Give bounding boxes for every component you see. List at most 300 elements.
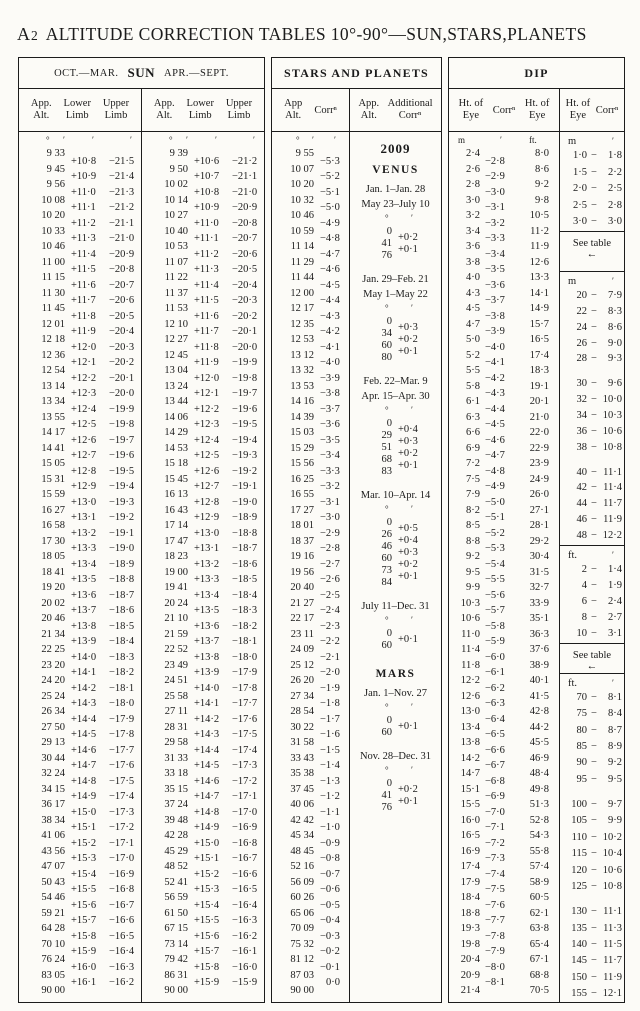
star-correction-value: −3·6 xyxy=(320,419,340,431)
eye-height-m-value: 17·4 xyxy=(460,861,480,872)
apparent-altitude-value: 11 00 xyxy=(41,256,65,268)
stars-planets-label: STARS AND PLANETS xyxy=(284,65,429,80)
star-correction-value: −2·5 xyxy=(320,589,340,601)
eye-height-ft-value: 19·1 xyxy=(529,380,549,392)
apparent-altitude-value: 10 20 xyxy=(290,179,314,190)
lower-limb-correction: +13·5 xyxy=(71,574,97,586)
minus-sign: − xyxy=(591,216,597,227)
eye-height-value: 42 xyxy=(576,482,587,494)
upper-limb-correction: −16·5 xyxy=(109,930,135,942)
correction-mini-table xyxy=(350,418,441,482)
date-range-label: May 23–July 10 xyxy=(361,199,430,210)
lower-limb-correction: +11·9 xyxy=(194,357,219,369)
eye-height-ft-value: 67·1 xyxy=(529,954,549,965)
correction-header: Corrⁿ xyxy=(314,104,337,116)
eye-height-m-value: 2·8 xyxy=(466,179,480,190)
dip-shortcut-table xyxy=(560,674,624,1004)
altitude-breakpoint-value: 0 xyxy=(386,316,392,327)
apparent-altitude-value: 19 41 xyxy=(164,582,188,593)
apparent-altitude-value: 30 44 xyxy=(41,752,65,764)
lower-limb-correction: +13·8 xyxy=(71,620,97,632)
eye-height-m-value: 19·8 xyxy=(460,938,480,950)
star-correction-value: −4·9 xyxy=(320,217,340,229)
sun-correction-table xyxy=(18,57,265,1003)
apparent-altitude-value: 16 25 xyxy=(290,473,314,485)
minus-sign: − xyxy=(591,150,597,161)
eye-height-m-value: 7·2 xyxy=(466,458,480,469)
eye-height-ft-value: 44·2 xyxy=(529,721,549,733)
dip-correction-value: 10·6 xyxy=(602,864,622,876)
star-correction-value: −1·3 xyxy=(320,775,340,787)
correction-mini-table xyxy=(350,628,441,656)
star-correction-value: −4·6 xyxy=(320,264,340,276)
dip-correction-value: −5·0 xyxy=(485,496,505,508)
eye-height-ft-value: 22·0 xyxy=(529,427,549,438)
ht-of-label: Ht. of xyxy=(458,97,484,109)
eye-height-m-value: 6·9 xyxy=(466,442,480,454)
altitude-breakpoint-value: 84 xyxy=(381,577,392,588)
upper-limb-correction: −20·3 xyxy=(109,341,135,353)
apparent-altitude-value: 9 45 xyxy=(46,163,65,175)
eye-height-ft-value: 37·6 xyxy=(529,644,549,655)
sun-column-headers xyxy=(19,89,264,132)
dip-correction-value: −7·4 xyxy=(485,868,505,880)
eye-height-ft-value: 33·9 xyxy=(529,597,549,609)
lower-limb-correction: +15·6 xyxy=(194,930,220,942)
lower-limb-correction: +15·2 xyxy=(194,868,220,880)
eye-height-ft-value: 42·8 xyxy=(529,706,549,717)
eye-height-ft-value: 27·1 xyxy=(529,504,549,516)
lower-limb-correction: +14·1 xyxy=(194,698,220,710)
eye-height-value: 105 xyxy=(571,815,587,827)
eye-height-ft-value: 22·9 xyxy=(529,442,549,454)
unit-mark: ° xyxy=(385,765,389,775)
apparent-altitude-value: 15 56 xyxy=(290,458,314,469)
upper-limb-correction: −16·8 xyxy=(232,837,258,849)
lower-limb-correction: +14·0 xyxy=(194,682,220,694)
additional-correction-value: +0·1 xyxy=(398,634,418,645)
unit-label: m xyxy=(568,276,577,287)
eye-height-m-value: 9·2 xyxy=(466,551,480,562)
units-row xyxy=(350,213,441,225)
dip-correction-value: 11·9 xyxy=(603,514,622,526)
apparent-altitude-value: 15 05 xyxy=(41,458,65,469)
apparent-altitude-value: 48 45 xyxy=(290,845,314,857)
apparent-altitude-value: 14 39 xyxy=(290,411,314,423)
eye-height-ft-value: 9·2 xyxy=(535,179,549,190)
eye-height-m-value: 3·4 xyxy=(466,225,480,237)
eye-height-ft-value: 30·4 xyxy=(529,551,549,562)
dip-correction-value: 10·6 xyxy=(602,425,622,437)
upper-limb-correction: −17·7 xyxy=(109,744,135,756)
eye-height-m-value: 3·6 xyxy=(466,241,480,252)
unit-label: m xyxy=(568,136,577,147)
unit-mark: ° xyxy=(46,135,50,145)
dip-correction-value: 2·7 xyxy=(608,612,622,623)
altitude-breakpoint-value: 41 xyxy=(381,790,392,801)
altitude-breakpoint-value: 76 xyxy=(381,250,392,261)
alt-label: Alt. xyxy=(285,110,302,121)
lower-limb-correction: +13·2 xyxy=(194,558,220,570)
apparent-altitude-value: 14 41 xyxy=(41,442,65,454)
lower-limb-correction: +11·7 xyxy=(194,326,219,338)
apparent-altitude-value: 9 55 xyxy=(295,148,314,159)
apparent-altitude-value: 23 11 xyxy=(290,628,314,640)
star-correction-value: −0·1 xyxy=(320,961,340,973)
apparent-altitude-value: 18 37 xyxy=(290,535,314,547)
lower-limb-correction: +14·7 xyxy=(71,760,97,772)
apparent-altitude-value: 20 40 xyxy=(290,582,314,593)
eye-height-ft-value: 46·9 xyxy=(529,752,549,764)
apparent-altitude-value: 70 09 xyxy=(290,923,314,934)
ht-of-label: Ht. of xyxy=(565,97,591,109)
apparent-altitude-value: 10 02 xyxy=(164,179,188,190)
upper-limb-correction: −16·3 xyxy=(232,915,258,927)
lower-limb-correction: +15·6 xyxy=(71,899,97,911)
star-correction-value: −1·9 xyxy=(320,682,340,694)
altitude-breakpoint-value: 60 xyxy=(381,727,392,738)
apparent-altitude-value: 16 43 xyxy=(164,504,188,516)
upper-limb-correction: −20·0 xyxy=(109,388,135,400)
star-correction-value: −2·7 xyxy=(320,558,340,570)
sun-table-header xyxy=(19,58,264,89)
dip-correction-value: −4·3 xyxy=(485,388,505,400)
lower-limb-correction: +12·7 xyxy=(71,450,97,462)
dip-correction-value: −4·0 xyxy=(485,341,505,353)
date-range-section xyxy=(350,488,441,593)
date-range-label: Apr. 15–Apr. 30 xyxy=(361,391,430,402)
dip-correction-value: 10·3 xyxy=(602,410,622,421)
upper-limb-correction: −17·6 xyxy=(109,760,135,772)
eye-height-m-value: 16·9 xyxy=(460,845,480,857)
eye-height-m-value: 16·0 xyxy=(460,814,480,826)
unit-mark: ° xyxy=(385,504,389,514)
lower-limb-correction: +15·4 xyxy=(194,899,220,911)
eye-height-ft-value: 13·3 xyxy=(529,272,549,283)
dip-correction-value: −7·9 xyxy=(485,946,505,958)
stars-column-headers xyxy=(272,89,441,132)
eye-height-value: 135 xyxy=(571,922,587,934)
lower-limb-correction: +14·6 xyxy=(71,744,97,756)
upper-limb-correction: −19·4 xyxy=(232,434,258,446)
dip-correction-value: 9·6 xyxy=(608,378,622,390)
minus-sign: − xyxy=(591,692,597,703)
upper-limb-correction: −16·1 xyxy=(232,946,258,958)
sun-oct-mar-subheader xyxy=(19,89,141,131)
minus-sign: − xyxy=(591,971,597,983)
eye-height-value: 100 xyxy=(571,799,587,811)
dip-correction-value: −5·9 xyxy=(485,636,505,648)
upper-limb-correction: −19·5 xyxy=(232,419,258,431)
apparent-altitude-value: 17 27 xyxy=(290,504,314,516)
upper-limb-correction: −17·9 xyxy=(109,713,135,725)
star-correction-value: −4·4 xyxy=(320,295,340,307)
eye-height-ft-value: 40·1 xyxy=(529,675,549,686)
eye-height-value: 90 xyxy=(576,757,587,769)
eye-height-value: 70 xyxy=(576,692,587,703)
star-correction-value: −1·0 xyxy=(320,822,340,834)
star-correction-value: −0·7 xyxy=(320,868,340,880)
altitude-breakpoint-value: 60 xyxy=(381,340,392,351)
additional-correction-value: +0·1 xyxy=(398,460,418,471)
eye-height-ft-value: 54·3 xyxy=(529,830,549,841)
upper-limb-correction: −17·3 xyxy=(232,760,258,772)
dip-correction-value: 8·4 xyxy=(608,708,622,720)
apparent-altitude-value: 12 35 xyxy=(290,318,314,330)
apparent-altitude-value: 18 01 xyxy=(290,520,314,531)
dip-correction-value: 8·6 xyxy=(608,321,622,333)
star-correction-value: −4·1 xyxy=(320,341,340,353)
upper-limb-correction: −18·6 xyxy=(109,605,135,617)
apparent-altitude-value: 21 59 xyxy=(164,628,188,640)
eye-height-m-value: 13·8 xyxy=(460,737,480,748)
apparent-altitude-value: 11 45 xyxy=(41,303,65,314)
eye-height-ft-value: 28·1 xyxy=(529,520,549,531)
lower-limb-correction: +13·8 xyxy=(194,651,220,663)
minus-sign: − xyxy=(591,628,597,639)
lower-limb-correction: +11·1 xyxy=(71,202,96,214)
dip-correction-value: −6·1 xyxy=(485,667,505,679)
dip-correction-value: −8·1 xyxy=(485,977,505,989)
eye-height-m-value: 5·5 xyxy=(466,365,480,376)
upper-limb-correction: −21·0 xyxy=(109,233,135,245)
upper-limb-correction: −19·1 xyxy=(109,527,135,539)
units-row xyxy=(350,504,441,516)
limb-label: Limb xyxy=(188,110,212,121)
minus-sign: − xyxy=(591,410,597,421)
upper-limb-correction: −20·0 xyxy=(232,341,258,353)
apparent-altitude-value: 35 38 xyxy=(290,768,314,779)
unit-label: ft. xyxy=(568,678,578,689)
unit-mark: ′ xyxy=(411,213,413,223)
apparent-altitude-value: 86 31 xyxy=(164,969,188,981)
eye-height-value: 8 xyxy=(581,612,587,623)
upper-limb-correction: −19·6 xyxy=(109,450,135,462)
apparent-altitude-value: 14 06 xyxy=(164,411,188,423)
unit-mark: ′ xyxy=(63,135,65,145)
eye-height-ft-value: 49·8 xyxy=(529,783,549,795)
unit-mark: ′ xyxy=(186,135,188,145)
apparent-altitude-value: 12 10 xyxy=(164,318,188,330)
star-correction-value: −0·4 xyxy=(320,915,340,927)
dip-correction-value: −5·3 xyxy=(485,543,505,555)
eye-height-ft-value: 10·5 xyxy=(529,210,549,221)
upper-limb-correction: −17·2 xyxy=(109,822,135,834)
star-correction-value: −1·1 xyxy=(320,806,340,818)
eye-height-m-value: 8·8 xyxy=(466,535,480,547)
lower-limb-correction: +11·5 xyxy=(71,264,96,276)
upper-limb-correction: −17·8 xyxy=(232,682,258,694)
app-label: App. xyxy=(358,97,380,109)
additional-correction-value: +0·1 xyxy=(398,721,418,732)
lower-limb-correction: +12·0 xyxy=(71,341,97,353)
eye-height-value: 10 xyxy=(576,628,587,639)
lower-limb-correction: +11·9 xyxy=(71,326,96,338)
sun-label: SUN xyxy=(127,65,155,80)
eye-height-value: 30 xyxy=(576,378,587,390)
star-correction-value: −3·9 xyxy=(320,372,340,384)
dip-correction-value: 10·0 xyxy=(602,394,622,406)
unit-mark: ′ xyxy=(612,136,614,146)
upper-limb-correction: −17·0 xyxy=(232,806,258,818)
eye-height-ft-value: 58·9 xyxy=(529,876,549,888)
lower-limb-correction: +13·4 xyxy=(71,558,97,570)
apparent-altitude-value: 26 20 xyxy=(290,675,314,686)
upper-limb-correction: −20·2 xyxy=(232,310,258,322)
eye-height-ft-value: 23·9 xyxy=(529,458,549,469)
eye-height-ft-value: 9·8 xyxy=(535,194,549,206)
apparent-altitude-value: 12 17 xyxy=(290,303,314,314)
lower-limb-correction: +16·0 xyxy=(71,961,97,973)
dip-correction-value: 1·8 xyxy=(608,150,622,161)
dip-correction-value: −4·2 xyxy=(485,372,505,384)
star-correction-value: −2·3 xyxy=(320,620,340,632)
apparent-altitude-value: 12 18 xyxy=(41,334,65,345)
dip-correction-value: −4·1 xyxy=(485,357,505,369)
dip-correction-value: −6·6 xyxy=(485,744,505,756)
apparent-altitude-value: 14 17 xyxy=(41,427,65,438)
apparent-altitude-value: 18 05 xyxy=(41,551,65,562)
dip-correction-value: −4·6 xyxy=(485,434,505,446)
sun-table-body xyxy=(19,132,264,1002)
apparent-altitude-value: 48 52 xyxy=(164,861,188,872)
dip-correction-value: 1·4 xyxy=(608,564,622,575)
minus-sign: − xyxy=(591,831,597,843)
upper-limb-correction: −19·2 xyxy=(109,512,135,524)
upper-limb-correction: −19·0 xyxy=(109,543,135,555)
date-range-label: Feb. 22–Mar. 9 xyxy=(363,376,428,387)
apparent-altitude-value: 24 20 xyxy=(41,675,65,686)
upper-limb-correction: −17·6 xyxy=(232,713,258,725)
dip-correction-value: 2·5 xyxy=(608,183,622,194)
lower-limb-correction: +13·1 xyxy=(71,512,97,524)
unit-mark: ′ xyxy=(411,765,413,775)
apparent-altitude-value: 37 24 xyxy=(164,799,188,810)
dip-correction-value: 2·8 xyxy=(608,199,622,211)
star-correction-value: −1·2 xyxy=(320,791,340,803)
stars-correction-column xyxy=(272,132,349,1002)
date-range-label: Nov. 28–Dec. 31 xyxy=(359,751,432,762)
apparent-altitude-value: 28 31 xyxy=(164,721,188,733)
dip-correction-value: −3·4 xyxy=(485,248,505,260)
upper-limb-correction: −16·4 xyxy=(109,946,135,958)
eye-height-m-value: 15·5 xyxy=(460,799,480,810)
minus-sign: − xyxy=(591,757,597,769)
apparent-altitude-value: 17 30 xyxy=(41,535,65,547)
dip-main-column xyxy=(449,132,559,1002)
upper-limb-correction: −21·3 xyxy=(109,186,135,198)
lower-limb-correction: +11·4 xyxy=(71,248,96,260)
altitude-breakpoint-value: 26 xyxy=(381,529,392,540)
minus-sign: − xyxy=(591,580,597,591)
eye-height-ft-value: 55·8 xyxy=(529,845,549,857)
lower-limb-correction: +15·7 xyxy=(194,946,220,958)
eye-height-ft-value: 11·9 xyxy=(530,241,549,252)
eye-label: Eye xyxy=(462,110,480,121)
minus-sign: − xyxy=(591,441,597,453)
eye-height-ft-value: 38·9 xyxy=(529,659,549,671)
eye-height-value: 130 xyxy=(571,906,587,918)
upper-limb-correction: −17·5 xyxy=(232,729,258,741)
lower-limb-correction: +13·1 xyxy=(194,543,220,555)
altitude-breakpoint-value: 0 xyxy=(386,418,392,429)
see-table-label: See table xyxy=(572,238,612,249)
eye-height-value: 120 xyxy=(571,864,587,876)
eye-height-value: 2·5 xyxy=(573,199,587,211)
minus-sign: − xyxy=(591,864,597,876)
dip-correction-value: −7·5 xyxy=(485,884,505,896)
ht-of-label: Ht. of xyxy=(524,97,550,109)
minus-sign: − xyxy=(591,741,597,753)
dip-correction-value: −3·6 xyxy=(485,279,505,291)
apparent-altitude-value: 45 34 xyxy=(290,830,314,841)
upper-limb-correction: −16·2 xyxy=(232,930,258,942)
dip-correction-value: 12·2 xyxy=(602,530,622,541)
eye-height-m-value: 14·7 xyxy=(460,768,480,779)
additional-label: Additional xyxy=(387,97,433,109)
date-range-section xyxy=(350,749,441,818)
star-correction-value: −2·6 xyxy=(320,574,340,586)
eye-height-m-value: 3·8 xyxy=(466,256,480,268)
dip-shortcut-table xyxy=(560,546,624,644)
dip-correction-value: −7·8 xyxy=(485,930,505,942)
lower-limb-correction: +15·3 xyxy=(71,853,97,865)
year-label: 2009 xyxy=(380,141,411,156)
apparent-altitude-value: 12 01 xyxy=(41,318,65,330)
dip-correction-value: −5·4 xyxy=(485,558,505,570)
eye-height-ft-value: 20·1 xyxy=(529,396,549,407)
eye-height-m-value: 4·0 xyxy=(466,272,480,283)
unit-mark: ° xyxy=(385,615,389,625)
lower-limb-correction: +14·4 xyxy=(71,713,97,725)
table-id-label xyxy=(17,24,39,44)
date-range-label: Jan. 1–Jan. 28 xyxy=(365,184,426,195)
apparent-altitude-value: 10 33 xyxy=(41,225,65,237)
eye-height-ft-value: 70·5 xyxy=(529,985,549,996)
see-table-note xyxy=(560,644,624,674)
lower-limb-correction: +11·2 xyxy=(194,248,219,260)
apparent-altitude-value: 31 58 xyxy=(290,737,314,748)
unit-mark: m xyxy=(458,135,466,145)
apparent-altitude-value: 19 56 xyxy=(290,566,314,578)
unit-mark: ′ xyxy=(253,135,255,145)
eye-height-ft-value: 45·5 xyxy=(529,737,549,748)
minus-sign: − xyxy=(591,815,597,827)
eye-height-value: 46 xyxy=(576,514,587,526)
altitude-breakpoint-value: 51 xyxy=(381,442,392,453)
lower-limb-correction: +12·5 xyxy=(194,450,220,462)
upper-limb-correction: −18·0 xyxy=(109,698,135,710)
minus-sign: − xyxy=(591,498,597,510)
lower-limb-correction: +12·0 xyxy=(194,372,220,384)
dip-correction-value: 11·3 xyxy=(603,922,622,934)
eye-height-ft-value: 8·0 xyxy=(535,148,549,159)
apparent-altitude-value: 16 55 xyxy=(290,489,314,500)
eye-height-value: 34 xyxy=(576,410,587,421)
minus-sign: − xyxy=(591,612,597,623)
apparent-altitude-value: 11 29 xyxy=(290,256,314,268)
apparent-altitude-value: 12 36 xyxy=(41,349,65,361)
eye-height-value: 150 xyxy=(571,971,587,983)
dip-correction-value: −2·9 xyxy=(485,171,505,183)
upper-limb-correction: −21·2 xyxy=(232,155,258,167)
sun-apr-sept-subheader xyxy=(141,89,264,131)
eye-height-ft-value: 68·8 xyxy=(529,969,549,981)
see-table-label: See table xyxy=(572,650,612,661)
lower-limb-correction: +15·7 xyxy=(71,915,97,927)
lower-limb-correction: +14·3 xyxy=(71,698,97,710)
additional-correction-value: +0·5 xyxy=(398,523,418,534)
